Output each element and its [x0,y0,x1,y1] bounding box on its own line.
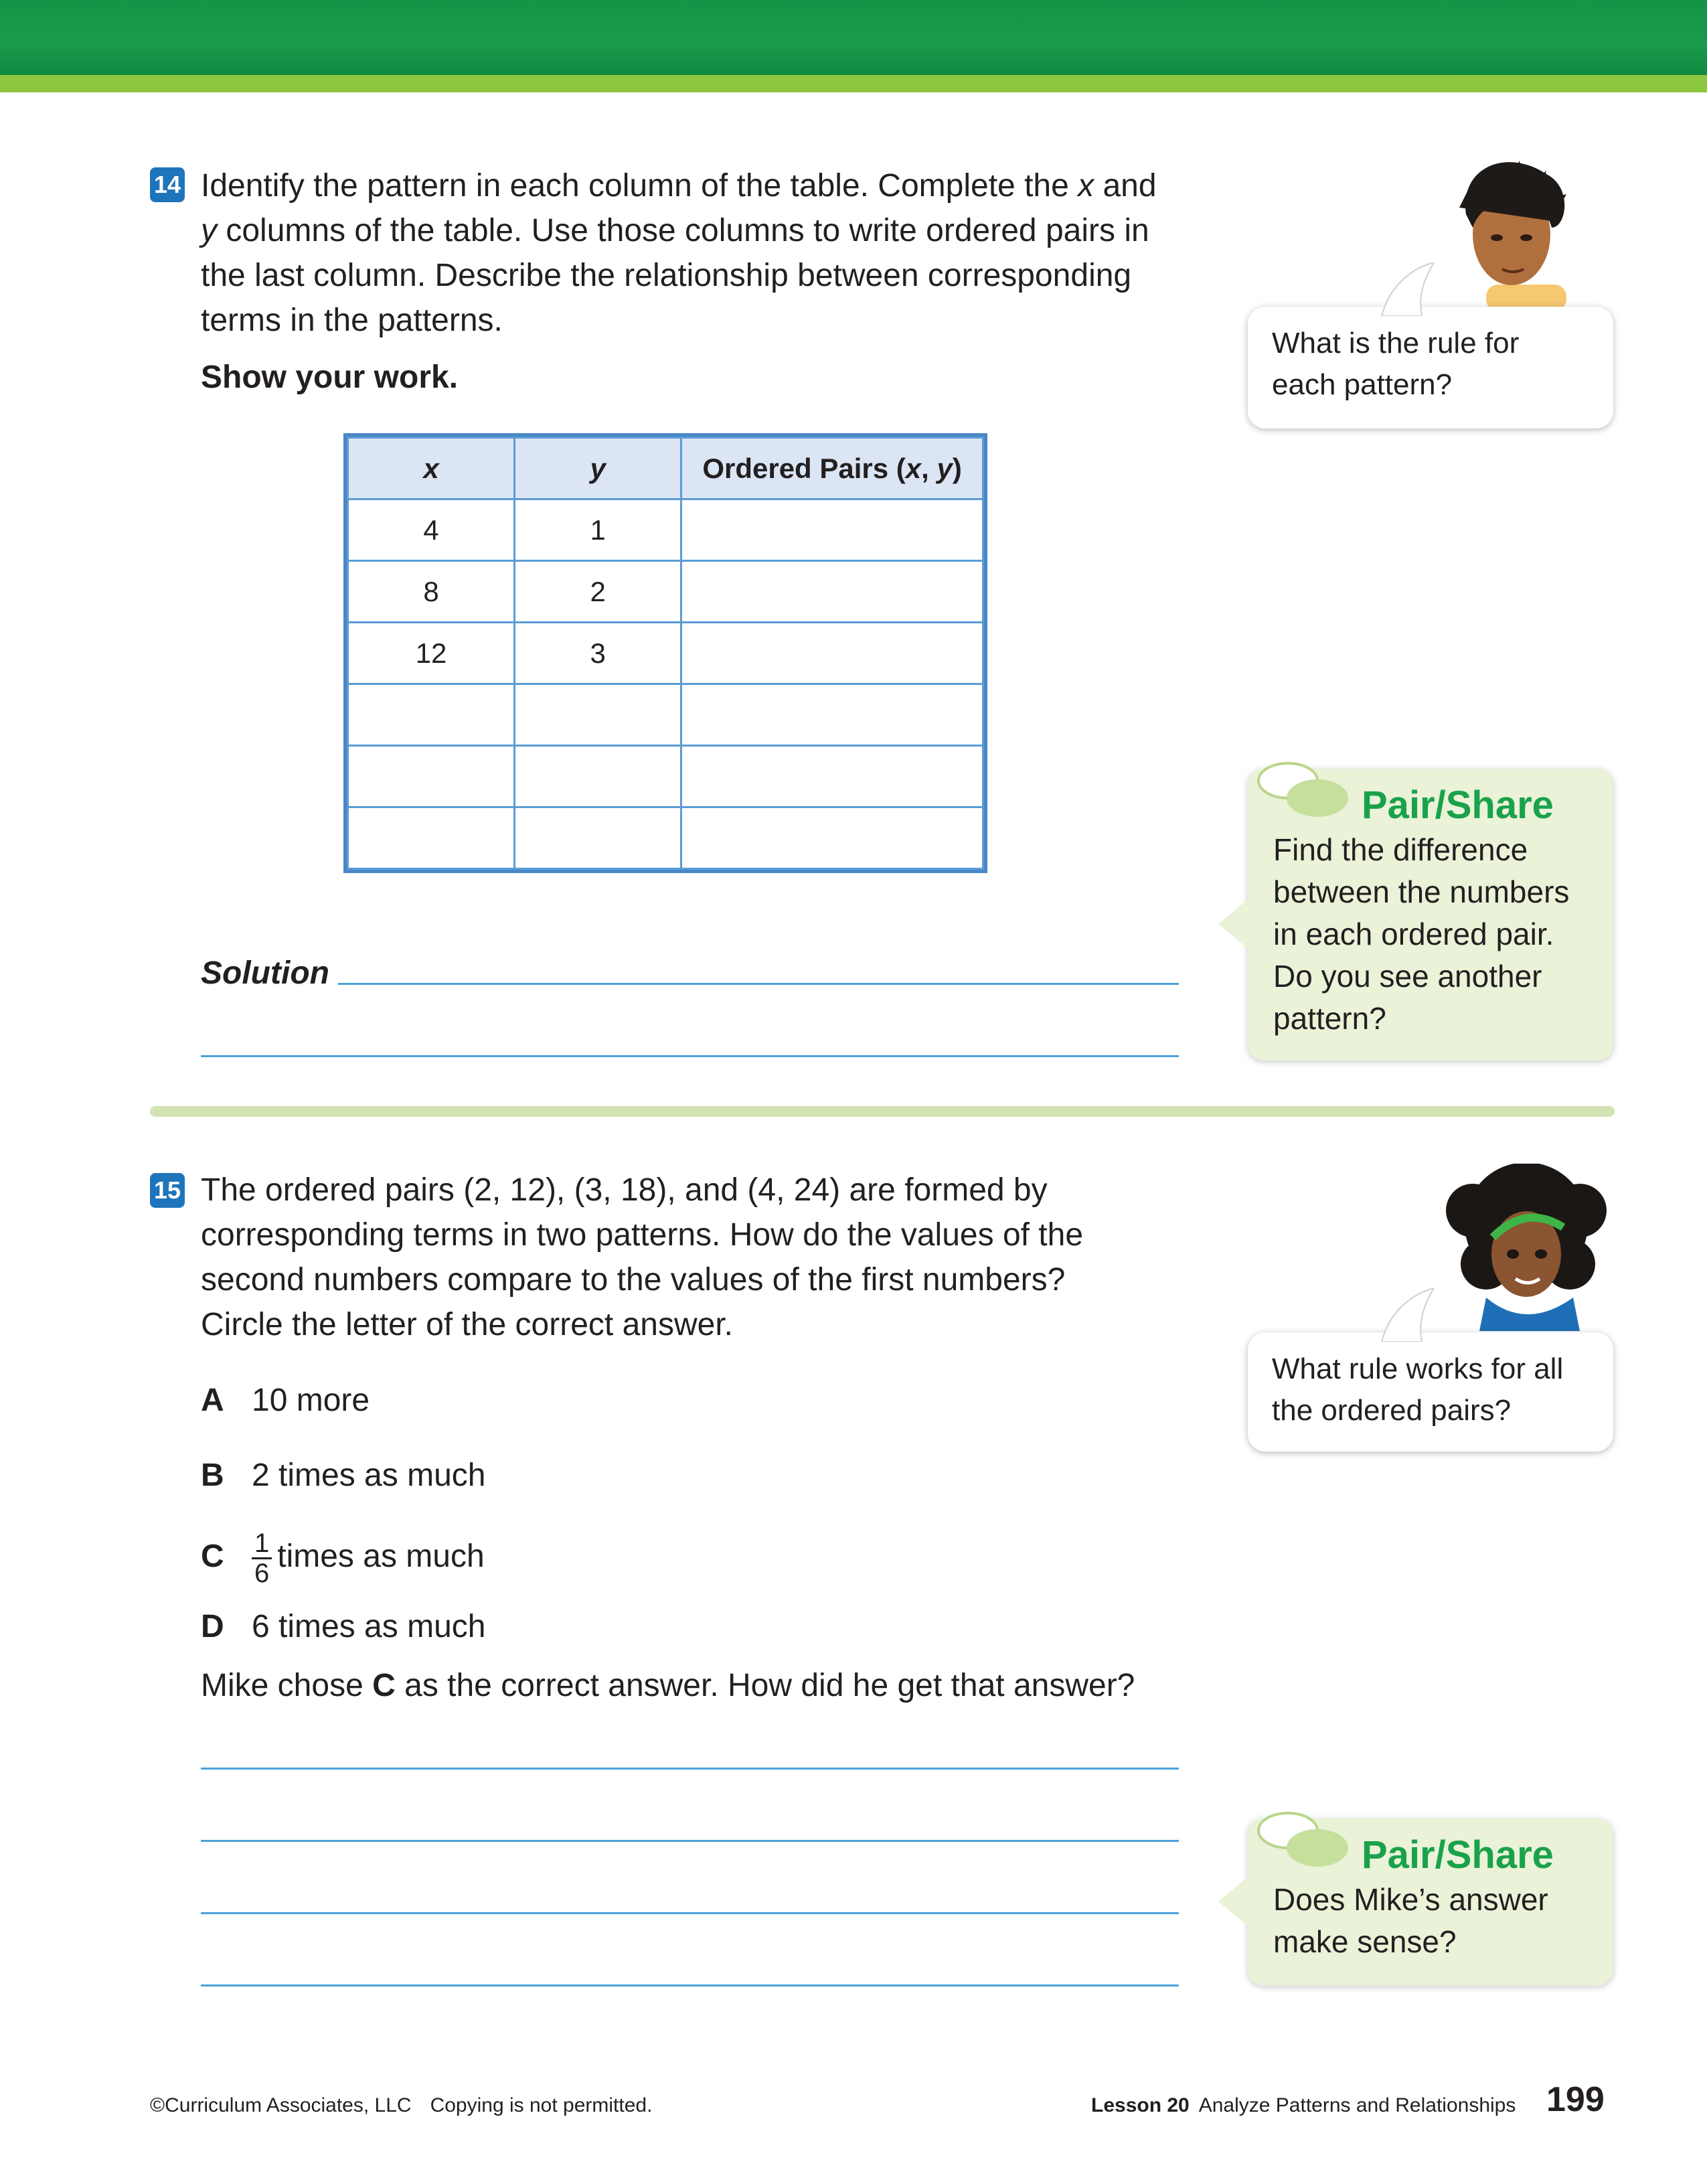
prompt-text: terms in the patterns. [201,303,503,338]
table-cell[interactable]: 8 [348,561,515,623]
speech-bubble-q15 [1248,1332,1613,1452]
pair-share-chat-icon [1256,1809,1350,1869]
prompt-text: columns of the table. Use those columns to write ordered pairs in [217,213,1149,248]
question-number-14: 14 [150,167,185,202]
copying-notice: Copying is not permitted. [430,2094,653,2116]
column-header-ordered-pairs: Ordered Pairs (x, y) [681,438,983,499]
prompt-text: Identify the pattern in each column of the table. Complete the [201,168,1078,204]
table-cell[interactable] [681,807,983,869]
bubble-tail [1375,262,1435,316]
choice-b[interactable] [201,1453,485,1498]
prompt-text: Circle the letter of the correct answer. [201,1307,733,1342]
column-header-x: x [348,438,515,499]
followup-question: Mike chose C as the correct answer. How did he get that answer? [201,1668,1135,1703]
speech-bubble-q14 [1248,307,1613,428]
table-cell[interactable] [515,807,681,869]
pair-share-title: Pair/Share [1362,1833,1554,1877]
table-cell[interactable] [681,623,983,684]
table-cell[interactable] [515,684,681,746]
choice-d[interactable] [201,1604,485,1649]
choice-text: 10 more [252,1383,370,1418]
header-band [0,0,1707,75]
choice-text: 6 times as much [252,1609,486,1644]
question-14-prompt [201,163,1205,343]
choice-letter: D [201,1609,224,1644]
show-work-label: Show your work. [201,360,459,395]
table-cell[interactable] [681,561,983,623]
footer-copyright [150,2094,652,2117]
question-number-15: 15 [150,1173,185,1208]
fraction-one-sixth [252,1529,272,1587]
section-divider [150,1106,1615,1117]
answer-line[interactable] [201,1840,1179,1842]
variable-y: y [201,213,217,248]
page-number: 199 [1546,2080,1605,2119]
table-row [348,623,983,684]
bubble-tail [1375,1288,1435,1342]
table-cell[interactable] [681,684,983,746]
variable-x: x [1078,168,1094,204]
table-row [348,746,983,807]
answer-line[interactable] [201,1984,1179,1986]
pair-share-title: Pair/Share [1362,783,1554,827]
table-cell[interactable] [681,746,983,807]
pair-share-text: Does Mike’s answer make sense? [1273,1882,1548,1959]
header-stripe [0,75,1707,92]
table-row [348,499,983,561]
solution-label: Solution [201,955,329,991]
solution-answer-line[interactable] [201,1055,1179,1057]
table-cell[interactable]: 4 [348,499,515,561]
choice-letter: A [201,1383,224,1418]
choice-text: 2 times as much [252,1458,486,1493]
table-cell[interactable] [348,746,515,807]
table-cell[interactable]: 12 [348,623,515,684]
pair-share-chat-icon [1256,759,1350,820]
table-cell[interactable] [348,684,515,746]
prompt-text: the last column. Describe the relationship between corresponding [201,258,1132,293]
prompt-text: second numbers compare to the values of the first numbers? [201,1262,1066,1298]
bubble-text: What is the rule for each pattern? [1272,327,1520,401]
table-cell[interactable] [515,746,681,807]
table-cell[interactable]: 1 [515,499,681,561]
pair-share-text: Find the difference between the numbers in each ordered pair. Do you see another pattern? [1273,832,1570,1036]
prompt-text: and [1094,168,1157,204]
choice-c[interactable] [201,1529,485,1587]
work-table [347,437,984,870]
pair-share-pointer [1218,1875,1250,1928]
solution-answer-line[interactable] [338,983,1179,985]
answer-line[interactable] [201,1912,1179,1914]
question-15-prompt [201,1168,1205,1347]
table-cell[interactable]: 2 [515,561,681,623]
table-cell[interactable] [348,807,515,869]
fraction-denominator: 6 [254,1559,270,1588]
table-cell[interactable] [681,499,983,561]
boy-character-illustration [1433,154,1587,308]
table-cell[interactable]: 3 [515,623,681,684]
table-row [348,684,983,746]
choice-text: times as much [277,1539,485,1575]
choice-a[interactable] [201,1378,370,1423]
answer-line[interactable] [201,1768,1179,1770]
table-row [348,807,983,869]
footer-lesson [1091,2094,1516,2117]
table-header-row [348,438,983,499]
prompt-text: The ordered pairs (2, 12), (3, 18), and (4, 24) are formed by [201,1172,1048,1208]
choice-letter: B [201,1458,224,1493]
choice-letter: C [201,1539,224,1575]
lesson-title: Analyze Patterns and Relationships [1198,2094,1516,2116]
pair-share-pointer [1218,897,1250,951]
copyright-text: ©Curriculum Associates, LLC [150,2094,412,2116]
prompt-text: corresponding terms in two patterns. How do the values of the [201,1217,1084,1253]
bubble-text: What rule works for all the ordered pairs? [1272,1352,1564,1427]
column-header-y: y [515,438,681,499]
fraction-numerator: 1 [252,1529,272,1559]
table-row [348,561,983,623]
lesson-label: Lesson 20 [1091,2094,1190,2116]
girl-character-illustration [1446,1164,1607,1331]
